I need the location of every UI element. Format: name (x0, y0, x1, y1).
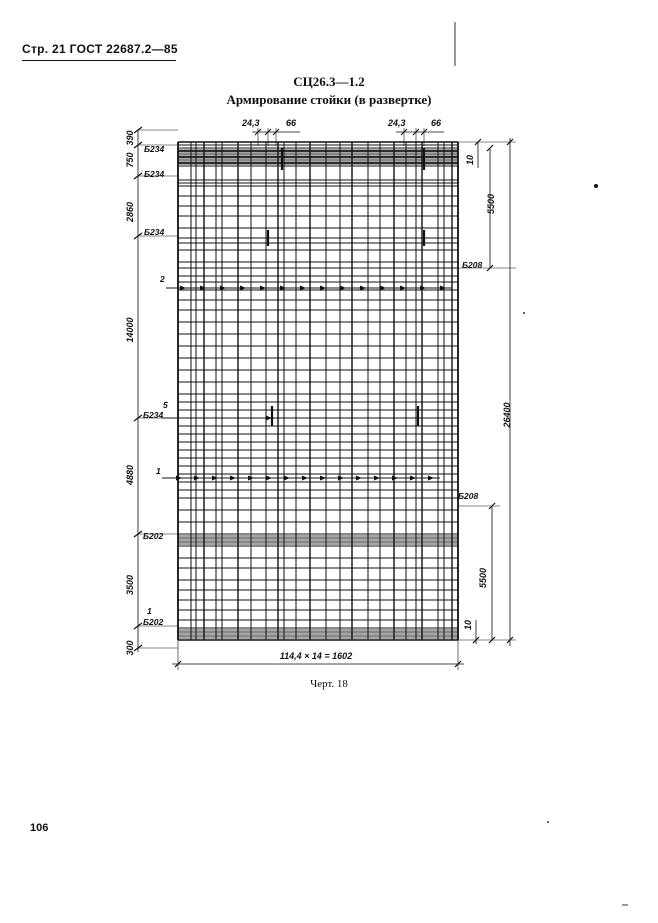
right-dim-bottom-gap: 10 (463, 619, 473, 631)
arrow-row-1-head (338, 476, 344, 481)
bar-mark-b208-lower: Б208 (458, 491, 479, 501)
bar-mark-b234-1: Б234 (144, 144, 165, 154)
left-dim-14000: 14000 (125, 317, 135, 343)
left-dim-300: 300 (125, 640, 135, 656)
left-dim-390: 390 (125, 130, 135, 146)
left-dim-750: 750 (125, 152, 135, 168)
position-label-1b: 1 (147, 606, 152, 616)
arrow-row-1-head (176, 476, 182, 481)
page-header: Стр. 21 ГОСТ 22687.2—85 (22, 42, 178, 56)
arrow-row-1-head (266, 476, 272, 481)
arrow-row-1-head (374, 476, 380, 481)
right-dim-total: 26400 (502, 402, 512, 428)
arrow-row-1-head (212, 476, 218, 481)
arrow-row-1-head (194, 476, 200, 481)
left-dim-4880: 4880 (125, 464, 135, 486)
scan-speck (523, 312, 525, 314)
figure-caption: Черт. 18 (310, 678, 348, 690)
page-number: 106 (30, 822, 49, 834)
arrow-row-1-head (230, 476, 236, 481)
bar-mark-b202-2: Б202 (143, 617, 164, 627)
top-dim-spacing-right: 24,3 (388, 118, 406, 128)
right-dim-upper-span: 5500 (486, 193, 496, 215)
bar-mark-b208-upper: Б208 (462, 260, 483, 270)
bottom-dim-width: 114,4 × 14 = 1602 (279, 651, 353, 661)
drawing-code: СЦ26.3—1.2 (293, 74, 365, 89)
arrow-row-1-head (320, 476, 326, 481)
position-label-5: 5 (163, 400, 168, 410)
top-dim-offset-left: 66 (286, 118, 297, 128)
position-label-1: 1 (156, 466, 161, 476)
right-dim-lower-span: 5500 (478, 567, 488, 589)
bar-mark-b234-3: Б234 (144, 227, 165, 237)
scan-dot (594, 184, 598, 188)
scan-artifacts (455, 22, 628, 905)
arrow-row-1-head (284, 476, 290, 481)
reinforcement-grid (178, 142, 458, 640)
scan-speck (547, 821, 549, 823)
arrow-row-1-head (392, 476, 398, 481)
bar-mark-b202-1: Б202 (143, 531, 164, 541)
left-dim-3500: 3500 (125, 574, 135, 596)
right-dim-top-gap: 10 (465, 154, 475, 166)
position-label-2: 2 (160, 274, 165, 284)
arrow-row-1-head (410, 476, 416, 481)
top-dim-offset-right: 66 (431, 118, 442, 128)
row-arrows (162, 286, 452, 481)
arrow-row-1-head (302, 476, 308, 481)
arrow-row-1-head (428, 476, 434, 481)
left-dim-2860: 2860 (125, 201, 135, 223)
bar-mark-b234-4: Б234 (143, 410, 164, 420)
bar-mark-b234-2: Б234 (144, 169, 165, 179)
drawing-subtitle: Армирование стойки (в развертке) (226, 92, 432, 107)
arrow-row-1-head (356, 476, 362, 481)
top-dim-spacing-left: 24,3 (242, 118, 260, 128)
